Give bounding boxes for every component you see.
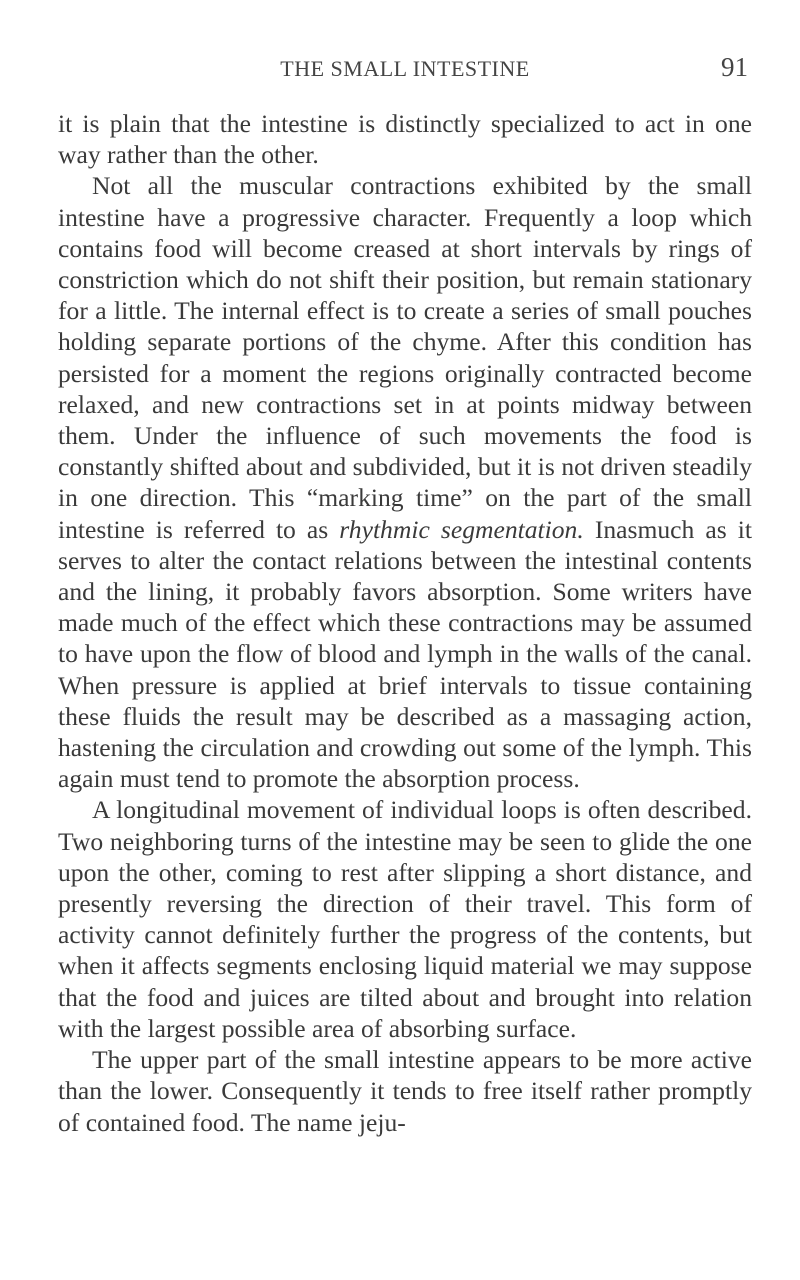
paragraph-upper-intestine: The upper part of the small intestine appears to be more active than the lower. Consequently it tends to free itself rather promptly of contained food. The name jeju- bbox=[58, 1045, 752, 1137]
paragraph-continuation: it is plain that the intestine is distinctly specialized to act in one way rather than the other. bbox=[58, 109, 752, 170]
page-number: 91 bbox=[721, 52, 748, 82]
paragraph-longitudinal-movement: A longitudinal movement of individual loops is often described. Two neighboring turns of the intestine may be seen to glide the one upon the other, coming to rest after slipping a short distance, and presently reversing the direction of their travel. This form of activity cannot definitely further the progress of the contents, but when it affects segments enclosing liquid material we may suppose that the food and juices are tilted about and brought into relation with the largest possible area of absorbing surface. bbox=[58, 795, 752, 1043]
body-text bbox=[58, 108, 752, 1138]
paragraph-rhythmic-segmentation bbox=[58, 170, 752, 794]
running-head: THE SMALL INTESTINE bbox=[280, 56, 530, 81]
italic-term: rhythmic segmentation. bbox=[339, 514, 584, 544]
page-header bbox=[58, 50, 752, 90]
paragraph-text: Inasmuch as it serves to alter the contact relations between the intestinal contents and the lining, it probably favors absorption. Some writers have made much of the effect which these contractions may be assumed to have upon the flow of blood and lymph in the walls of the canal. When pressure is applied at brief intervals to tissue containing these fluids the result may be described as a massaging action, hastening the circulation and crowding out some of the lymph. This again must tend to promote the absorption process. bbox=[58, 514, 752, 794]
paragraph-text: Not all the muscular contractions exhibited by the small intestine have a progressive character. Frequently a loop which contains food will become creased at short intervals by rings of constriction which do not shift their position, but remain stationary for a little. The internal effect is to create a series of small pouches holding separate portions of the chyme. After this condition has persisted for a moment the regions originally contracted become relaxed, and new contractions set in at points midway between them. Under the influence of such movements the food is constantly shifted about and subdivided, but it is not driven steadily in one direction. This “marking time” on the part of the small intestine is referred to as bbox=[58, 171, 752, 544]
